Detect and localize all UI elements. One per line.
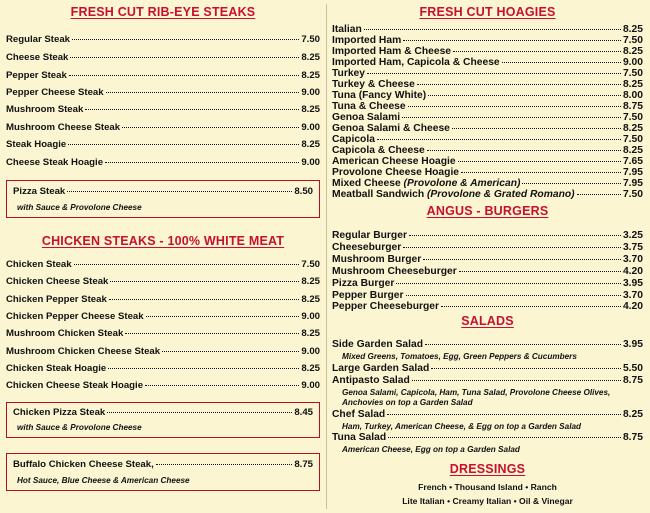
dressings-line: French • Thousand Island • Ranch (418, 482, 557, 492)
menu-item: Genoa Salami & Cheese 8.25 (332, 123, 643, 134)
menu-item: Pepper Burger 3.70 (332, 290, 643, 301)
menu-item: Chef Salad 8.25 (332, 409, 643, 420)
chicken-header: CHICKEN STEAKS - 100% WHITE MEAT (41, 234, 285, 248)
menu-item: Chicken Steak 7.50 (6, 259, 320, 270)
menu-item: Turkey 7.50 (332, 68, 643, 79)
menu-item: Mushroom Chicken Cheese Steak 9.00 (6, 346, 320, 357)
menu-item: Regular Steak 7.50 (6, 34, 320, 45)
menu-item: Pepper Cheeseburger 4.20 (332, 301, 643, 312)
dressings-header: DRESSINGS (449, 462, 526, 476)
menu-item: Pepper Steak 8.25 (6, 70, 320, 81)
menu-item: Tuna (Fancy White) 8.00 (332, 90, 643, 101)
menu-item: American Cheese Hoagie 7.65 (332, 156, 643, 167)
menu-item: Imported Ham, Capicola & Cheese 9.00 (332, 57, 643, 68)
menu-item: Chicken Pepper Cheese Steak 9.00 (6, 311, 320, 322)
menu-item: Steak Hoagie 8.25 (6, 139, 320, 150)
menu-item: Imported Ham 7.50 (332, 35, 643, 46)
item-note: with Sauce & Provolone Cheese (17, 423, 142, 432)
item-note: Genoa Salami, Capicola, Ham, Tuna Salad, Provolone Cheese Olives, (342, 388, 611, 397)
menu-item: Tuna Salad 8.75 (332, 432, 643, 443)
chicken-pizza-steak-box (6, 402, 320, 438)
menu-item: Chicken Pepper Steak 8.25 (6, 294, 320, 305)
menu-item: Antipasto Salad 8.75 (332, 375, 643, 386)
menu-item: Turkey & Cheese 8.25 (332, 79, 643, 90)
item-note: Hot Sauce, Blue Cheese & American Cheese (17, 476, 190, 485)
menu-item: Cheese Steak Hoagie 9.00 (6, 157, 320, 168)
menu-item: Mixed Cheese (Provolone & American) 7.95 (332, 178, 643, 189)
menu-item: Mushroom Chicken Steak 8.25 (6, 328, 320, 339)
menu-item: Tuna & Cheese 8.75 (332, 101, 643, 112)
item-note: Ham, Turkey, American Cheese, & Egg on top a Garden Salad (342, 422, 582, 431)
hoagies-header: FRESH CUT HOAGIES (419, 5, 556, 19)
menu-item: Cheeseburger 3.75 (332, 242, 643, 253)
menu-item: Chicken Pizza Steak 8.45 (13, 407, 313, 418)
menu-item: Pepper Cheese Steak 9.00 (6, 87, 320, 98)
menu-item: Mushroom Burger 3.70 (332, 254, 643, 265)
menu-item: Large Garden Salad 5.50 (332, 363, 643, 374)
item-note: American Cheese, Egg on top a Garden Salad (342, 445, 520, 454)
item-note: with Sauce & Provolone Cheese (17, 203, 142, 212)
menu-item: Meatball Sandwich (Provolone & Grated Romano) 7.50 (332, 189, 643, 200)
item-note: Mixed Greens, Tomatoes, Egg, Green Peppers & Cucumbers (342, 352, 577, 361)
salads-header: SALADS (461, 314, 514, 328)
pizza-steak-box (6, 180, 320, 218)
menu-item: Pizza Burger 3.95 (332, 278, 643, 289)
burgers-header: ANGUS - BURGERS (426, 204, 549, 218)
buffalo-chicken-box (6, 453, 320, 491)
menu-item: Mushroom Cheese Steak 9.00 (6, 122, 320, 133)
rib-eye-header: FRESH CUT RIB-EYE STEAKS (70, 5, 256, 19)
menu-item: Buffalo Chicken Cheese Steak, 8.75 (13, 459, 313, 470)
menu-item: Provolone Cheese Hoagie 7.95 (332, 167, 643, 178)
dressings-line: Lite Italian • Creamy Italian • Oil & Vinegar (402, 496, 573, 506)
menu-item: Italian 8.25 (332, 24, 643, 35)
menu-item: Pizza Steak 8.50 (13, 186, 313, 197)
menu-item: Genoa Salami 7.50 (332, 112, 643, 123)
menu-item: Chicken Steak Hoagie 8.25 (6, 363, 320, 374)
menu-item: Chicken Cheese Steak 8.25 (6, 276, 320, 287)
menu-item: Mushroom Steak 8.25 (6, 104, 320, 115)
menu-item: Capicola & Cheese 8.25 (332, 145, 643, 156)
menu-item: Mushroom Cheeseburger 4.20 (332, 266, 643, 277)
menu-item: Side Garden Salad 3.95 (332, 339, 643, 350)
menu-item: Cheese Steak 8.25 (6, 52, 320, 63)
column-divider (326, 4, 327, 509)
item-note: Anchovies on top a Garden Salad (342, 398, 473, 407)
menu-item: Chicken Cheese Steak Hoagie 9.00 (6, 380, 320, 391)
menu-item: Regular Burger 3.25 (332, 230, 643, 241)
menu-item: Imported Ham & Cheese 8.25 (332, 46, 643, 57)
menu-item: Capicola 7.50 (332, 134, 643, 145)
